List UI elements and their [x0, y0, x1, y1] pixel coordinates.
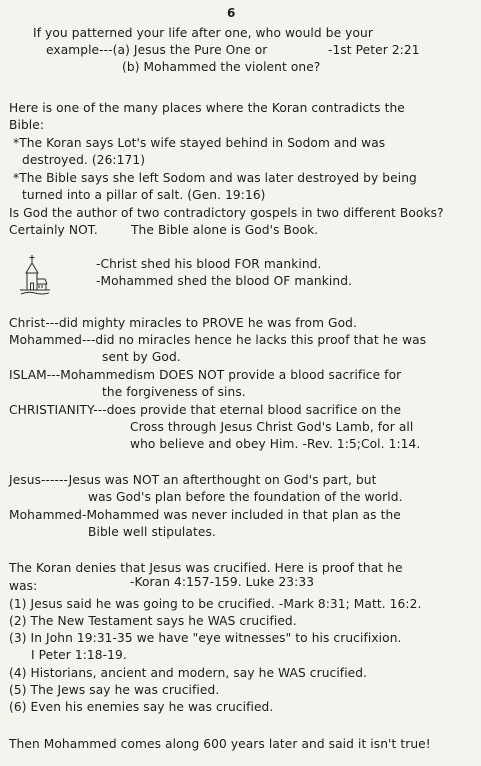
blood-line-1: -Christ shed his blood FOR mankind.	[96, 257, 322, 271]
islam-line-1: ISLAM---Mohammedism DOES NOT provide a blood sacrifice for	[9, 368, 402, 382]
list-item: (3) In John 19:31-35 we have "eye witnesses" to his crucifixion.	[9, 631, 402, 645]
koran-claim-line-1: *The Koran says Lot's wife stayed behind in Sodom and was	[13, 136, 386, 150]
contradiction-line-1: Here is one of the many places where the Koran contradicts the	[9, 101, 405, 115]
answer-line-2: The Bible alone is God's Book.	[131, 223, 319, 237]
blood-line-2: -Mohammed shed the blood OF mankind.	[96, 274, 353, 288]
question-line-1: Is God the author of two contradictory gospels in two different Books?	[9, 206, 444, 220]
plan-line-4: Bible well stipulates.	[88, 525, 216, 539]
church-icon	[20, 254, 50, 298]
koran-claim-line-2: destroyed. (26:171)	[22, 153, 146, 167]
contradiction-line-2: Bible:	[9, 118, 45, 132]
page-number: 6	[227, 6, 236, 20]
list-item-continuation: I Peter 1:18-19.	[31, 648, 127, 662]
miracles-line-1: Christ---did mighty miracles to PROVE he was from God.	[9, 316, 357, 330]
list-item: (4) Historians, ancient and modern, say he WAS crucified.	[9, 666, 368, 680]
plan-line-1: Jesus------Jesus was NOT an afterthought on God's part, but	[9, 473, 377, 487]
crucifixion-intro-line-1: The Koran denies that Jesus was crucified. Here is proof that he	[9, 561, 403, 575]
crucifixion-reference: -Koran 4:157-159. Luke 23:33	[130, 575, 315, 589]
list-item: (6) Even his enemies say he was crucified.	[9, 700, 274, 714]
list-item: (5) The Jews say he was crucified.	[9, 683, 220, 697]
answer-line: Certainly NOT.	[9, 223, 98, 237]
islam-line-2: the forgiveness of sins.	[102, 385, 246, 399]
plan-line-2: was God's plan before the foundation of the world.	[88, 490, 403, 504]
christianity-line-3: who believe and obey Him. -Rev. 1:5;Col. 1:14.	[130, 437, 421, 451]
bible-claim-line-2: turned into a pillar of salt. (Gen. 19:16)	[22, 188, 266, 202]
closing-line: Then Mohammed comes along 600 years later and said it isn't true!	[9, 737, 431, 751]
intro-reference: -1st Peter 2:21	[328, 43, 420, 57]
intro-line-3: (b) Mohammed the violent one?	[122, 60, 321, 74]
miracles-line-2: Mohammed---did no miracles hence he lacks this proof that he was	[9, 333, 427, 347]
christianity-line-1: CHRISTIANITY---does provide that eternal blood sacrifice on the	[9, 403, 402, 417]
list-item: (2) The New Testament says he WAS crucified.	[9, 614, 297, 628]
christianity-line-2: Cross through Jesus Christ God's Lamb, for all	[130, 420, 414, 434]
bible-claim-line-1: *The Bible says she left Sodom and was later destroyed by being	[13, 171, 417, 185]
intro-line-1: If you patterned your life after one, who would be your	[33, 26, 373, 40]
list-item: (1) Jesus said he was going to be crucified. -Mark 8:31; Matt. 16:2.	[9, 597, 422, 611]
intro-line-2: example---(a) Jesus the Pure One or	[46, 43, 268, 57]
plan-line-3: Mohammed-Mohammed was never included in that plan as the	[9, 508, 401, 522]
miracles-line-3: sent by God.	[102, 350, 181, 364]
crucifixion-intro-line-2: was:	[9, 579, 38, 593]
